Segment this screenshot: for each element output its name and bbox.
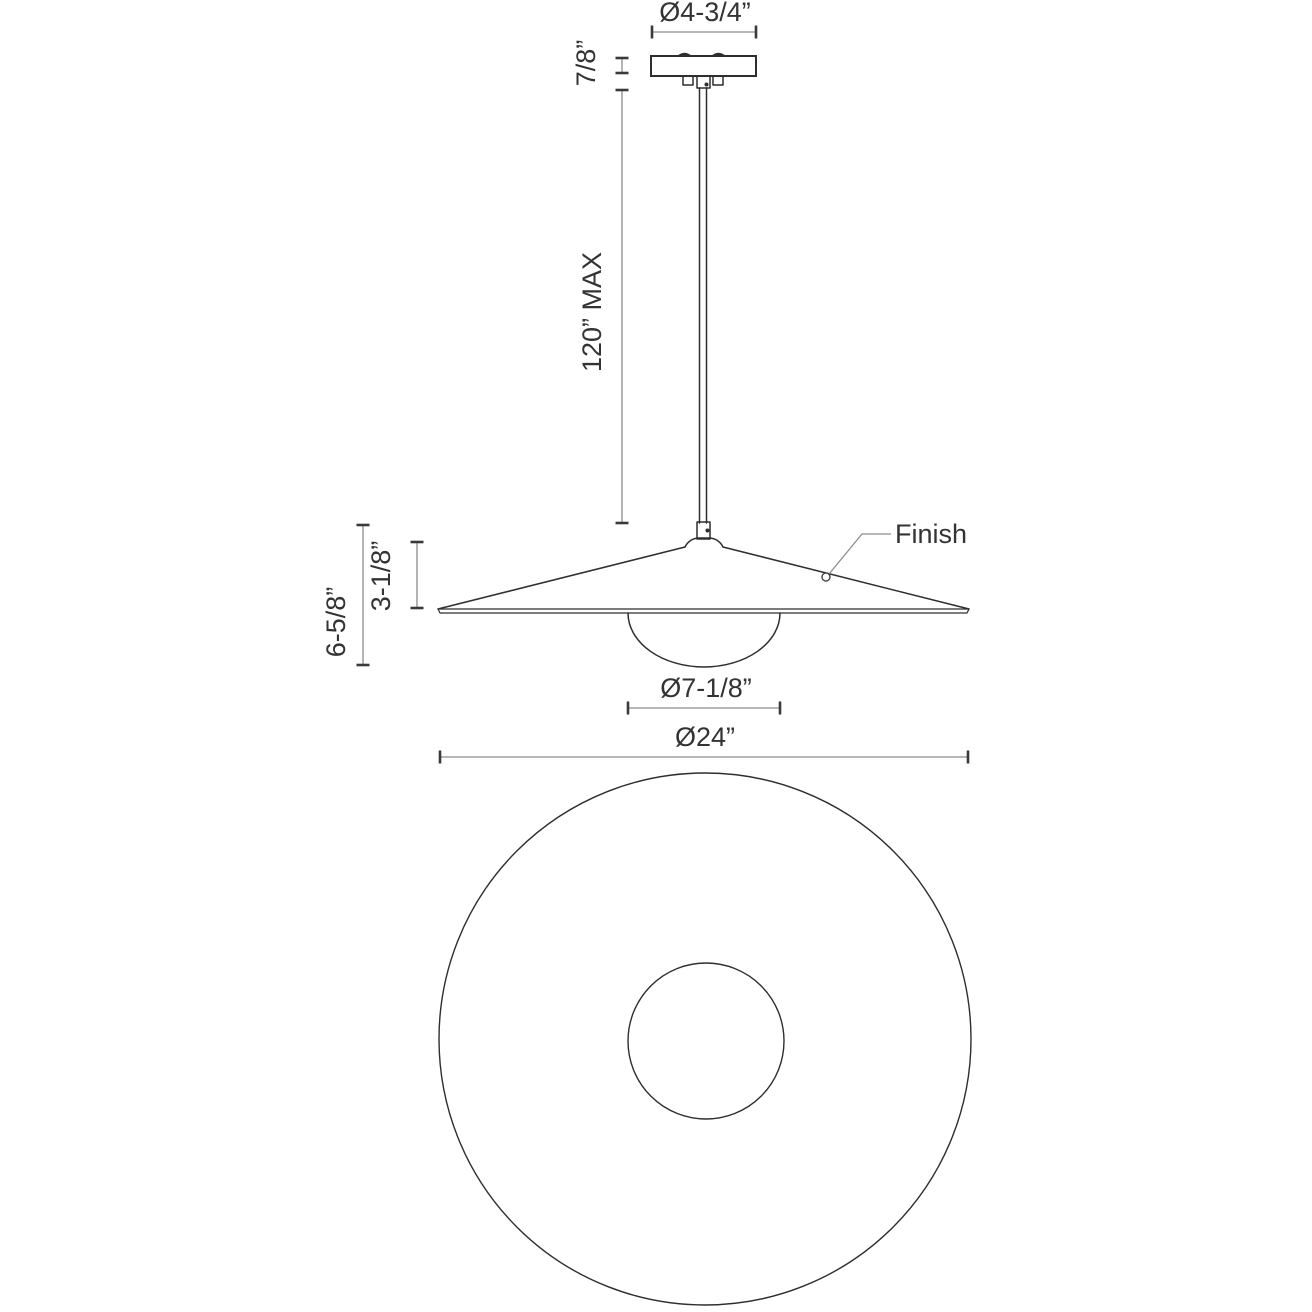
finish-label: Finish bbox=[895, 519, 968, 549]
finish-callout bbox=[822, 519, 967, 581]
diffuser-diameter-label: Ø7-1/8” bbox=[660, 673, 752, 703]
rod-coupler bbox=[697, 76, 710, 88]
shade-slope-left bbox=[438, 547, 685, 609]
rod-length-label: 120” MAX bbox=[577, 251, 607, 373]
canopy-nut-left bbox=[683, 76, 693, 85]
shade-plan-outline bbox=[439, 773, 971, 1305]
coupler-set-screw bbox=[705, 83, 709, 87]
dim-shade-height bbox=[366, 541, 424, 612]
diffuser-plan-outline bbox=[628, 963, 784, 1119]
canopy-height-label: 7/8” bbox=[571, 39, 601, 87]
dim-shade-diameter bbox=[440, 722, 968, 764]
canopy-diameter-label: Ø4-3/4” bbox=[659, 0, 751, 27]
shade-height-label: 3-1/8” bbox=[366, 540, 396, 612]
dimensions bbox=[321, 0, 968, 764]
canopy-nut-right bbox=[713, 76, 723, 85]
fixture-height-label: 6-5/8” bbox=[321, 586, 351, 658]
canopy-screw-left bbox=[677, 53, 692, 56]
canopy-outline bbox=[651, 56, 756, 76]
shade-slope-right bbox=[723, 547, 969, 609]
dim-canopy-height bbox=[571, 40, 629, 87]
shade-rim-band bbox=[438, 609, 969, 613]
front-view bbox=[438, 53, 969, 667]
dim-fixture-height bbox=[321, 525, 370, 665]
dim-canopy-diameter bbox=[652, 0, 756, 39]
finish-leader-line bbox=[829, 534, 891, 574]
diffuser-outline bbox=[628, 613, 780, 667]
finish-leader-target bbox=[822, 573, 830, 581]
shade-diameter-label: Ø24” bbox=[674, 722, 736, 752]
canopy-screw-right bbox=[711, 53, 726, 56]
bottom-view bbox=[439, 773, 971, 1305]
hub-set-screw bbox=[706, 529, 710, 533]
dim-diffuser-diameter bbox=[628, 673, 780, 715]
dim-rod-length bbox=[577, 90, 629, 523]
